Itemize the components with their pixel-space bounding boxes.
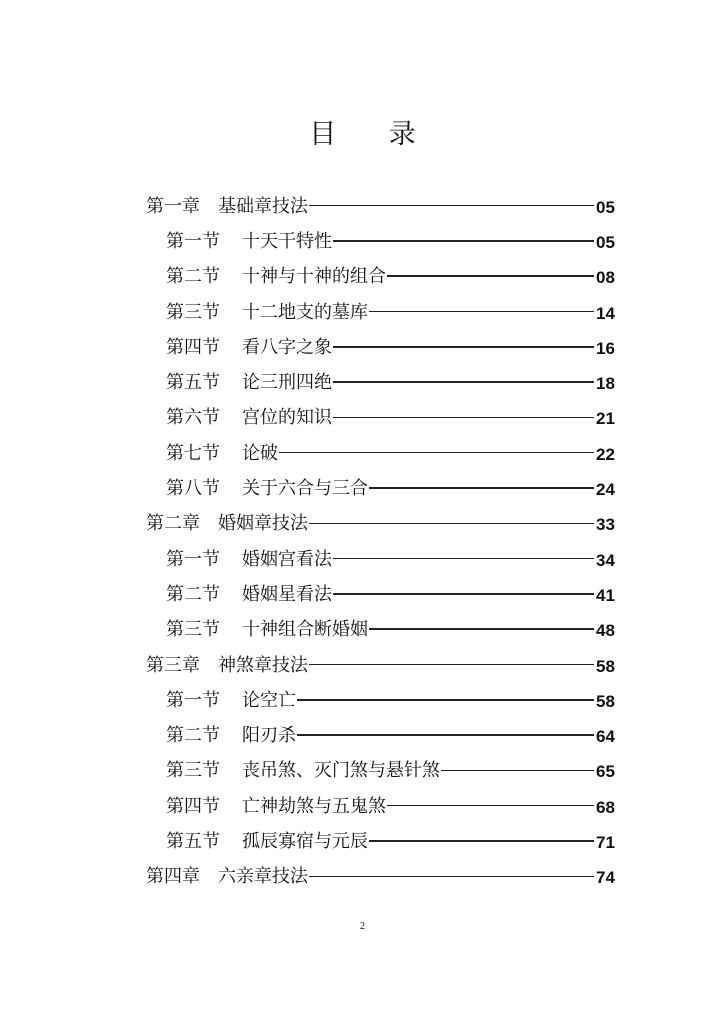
- toc-entry-page-number: 34: [596, 550, 615, 570]
- toc-chapter-row: [0, 858, 725, 893]
- toc-section-row: [0, 681, 725, 716]
- toc-section-row: [0, 328, 725, 363]
- toc-section-row: [0, 540, 725, 575]
- toc-section-row: [0, 469, 725, 504]
- toc-entry-label: 第三节: [166, 619, 220, 641]
- toc-entry-page-number: 41: [596, 585, 615, 605]
- toc-entry-page-number: 08: [596, 268, 615, 288]
- toc-entry-page-number: 64: [596, 727, 615, 747]
- toc-entry-page-number: 05: [596, 197, 615, 217]
- toc-entry-heading: 阳刃杀: [242, 725, 296, 747]
- toc-entry-page-number: 18: [596, 374, 615, 394]
- toc-leader-line: [369, 628, 594, 630]
- toc-entry-page-number: 21: [596, 409, 615, 429]
- toc-entry-label: 第二节: [166, 583, 220, 605]
- toc-entry-heading: 十天干特性: [242, 230, 332, 252]
- toc-entry-label: 第一章: [146, 195, 200, 217]
- toc-section-row: [0, 822, 725, 857]
- toc-leader-line: [309, 876, 594, 878]
- toc-leader-line: [297, 734, 594, 736]
- toc-entry-heading: 论空亡: [242, 689, 296, 711]
- toc-leader-line: [333, 240, 594, 242]
- toc-leader-line: [309, 664, 594, 666]
- toc-section-row: [0, 293, 725, 328]
- toc-entry-heading: 六亲章技法: [218, 866, 308, 888]
- toc-entry-label: 第一节: [166, 548, 220, 570]
- toc-chapter-row: [0, 187, 725, 222]
- page-number: 2: [360, 921, 365, 932]
- toc-entry-heading: 论三刑四绝: [242, 372, 332, 394]
- toc-leader-line: [387, 275, 594, 277]
- toc-section-row: [0, 258, 725, 293]
- toc-entry-label: 第五节: [166, 830, 220, 852]
- table-of-contents: [0, 187, 725, 893]
- toc-entry-label: 第五节: [166, 372, 220, 394]
- toc-entry-page-number: 05: [596, 232, 615, 252]
- toc-leader-line: [279, 452, 594, 454]
- toc-entry-label: 第一节: [166, 689, 220, 711]
- toc-entry-label: 第六节: [166, 407, 220, 429]
- toc-leader-line: [369, 311, 594, 313]
- toc-entry-heading: 婚姻章技法: [218, 513, 308, 535]
- toc-leader-line: [369, 487, 594, 489]
- toc-entry-heading: 基础章技法: [218, 195, 308, 217]
- toc-leader-line: [333, 346, 594, 348]
- toc-entry-page-number: 16: [596, 338, 615, 358]
- toc-entry-heading: 十二地支的墓库: [242, 301, 368, 323]
- toc-entry-page-number: 65: [596, 762, 615, 782]
- toc-entry-label: 第四节: [166, 336, 220, 358]
- toc-entry-heading: 看八字之象: [242, 336, 332, 358]
- toc-section-row: [0, 575, 725, 610]
- toc-entry-heading: 关于六合与三合: [242, 478, 368, 500]
- toc-entry-heading: 十神与十神的组合: [242, 266, 386, 288]
- toc-leader-line: [333, 593, 594, 595]
- toc-leader-line: [309, 523, 594, 525]
- toc-entry-label: 第二节: [166, 725, 220, 747]
- toc-entry-label: 第四节: [166, 795, 220, 817]
- toc-leader-line: [333, 381, 594, 383]
- toc-chapter-row: [0, 505, 725, 540]
- toc-entry-label: 第二章: [146, 513, 200, 535]
- toc-entry-page-number: 58: [596, 656, 615, 676]
- toc-entry-label: 第三节: [166, 301, 220, 323]
- toc-section-row: [0, 399, 725, 434]
- toc-entry-label: 第一节: [166, 230, 220, 252]
- toc-entry-label: 第三节: [166, 760, 220, 782]
- toc-entry-page-number: 24: [596, 480, 615, 500]
- toc-section-row: [0, 716, 725, 751]
- toc-entry-label: 第七节: [166, 442, 220, 464]
- toc-entry-label: 第三章: [146, 654, 200, 676]
- toc-section-row: [0, 787, 725, 822]
- toc-entry-page-number: 74: [596, 868, 615, 888]
- toc-entry-page-number: 22: [596, 444, 615, 464]
- toc-leader-line: [441, 770, 594, 772]
- toc-entry-heading: 论破: [242, 442, 278, 464]
- toc-entry-heading: 婚姻星看法: [242, 583, 332, 605]
- toc-entry-page-number: 48: [596, 621, 615, 641]
- toc-leader-line: [369, 840, 594, 842]
- toc-leader-line: [333, 558, 594, 560]
- toc-entry-page-number: 58: [596, 691, 615, 711]
- toc-section-row: [0, 611, 725, 646]
- toc-entry-label: 第八节: [166, 478, 220, 500]
- toc-leader-line: [387, 805, 594, 807]
- toc-leader-line: [333, 417, 594, 419]
- toc-entry-heading: 婚姻宫看法: [242, 548, 332, 570]
- toc-entry-page-number: 14: [596, 303, 615, 323]
- toc-section-row: [0, 752, 725, 787]
- toc-section-row: [0, 363, 725, 398]
- toc-entry-heading: 十神组合断婚姻: [242, 619, 368, 641]
- toc-section-row: [0, 222, 725, 257]
- toc-entry-heading: 亡神劫煞与五鬼煞: [242, 795, 386, 817]
- toc-entry-label: 第四章: [146, 866, 200, 888]
- toc-entry-heading: 孤辰寡宿与元辰: [242, 830, 368, 852]
- toc-entry-heading: 丧吊煞、灭门煞与悬针煞: [242, 760, 440, 782]
- toc-chapter-row: [0, 646, 725, 681]
- toc-entry-heading: 宫位的知识: [242, 407, 332, 429]
- toc-entry-page-number: 71: [596, 832, 615, 852]
- toc-leader-line: [297, 699, 594, 701]
- toc-entry-page-number: 33: [596, 515, 615, 535]
- page-title: 目 录: [309, 119, 438, 150]
- toc-leader-line: [309, 205, 594, 207]
- toc-entry-heading: 神煞章技法: [218, 654, 308, 676]
- toc-entry-page-number: 68: [596, 797, 615, 817]
- toc-entry-label: 第二节: [166, 266, 220, 288]
- toc-section-row: [0, 434, 725, 469]
